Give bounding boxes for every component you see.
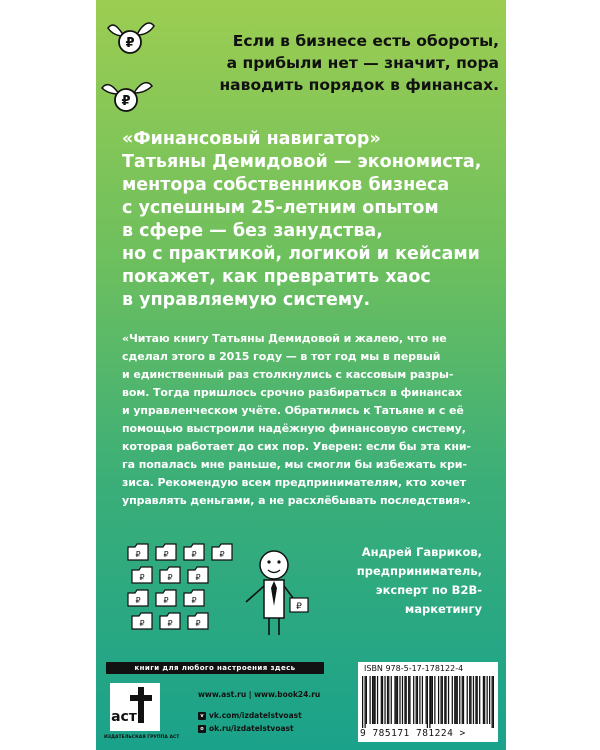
barcode-bar: [417, 676, 418, 724]
svg-text:₽: ₽: [121, 94, 131, 109]
barcode-bar: [391, 676, 392, 724]
svg-text:₽: ₽: [125, 36, 135, 51]
barcode-bar: [396, 676, 397, 724]
quote-line: и управленческом учёте. Обратились к Татьяне и с её: [122, 404, 464, 417]
barcode-bar: [388, 676, 389, 724]
barcode-bar: [493, 676, 494, 728]
ruble-folder-icon: [184, 590, 204, 606]
vk-link[interactable]: [198, 711, 302, 720]
barcode-bar: [364, 676, 365, 728]
barcode-bar: [442, 676, 443, 724]
barcode-bar: [462, 676, 463, 724]
barcode-bar: [387, 676, 388, 724]
author-line: маркетингу: [404, 602, 482, 616]
barcode-bar: [409, 676, 410, 724]
barcode-bar: [384, 676, 385, 724]
barcode-bar: [484, 676, 485, 724]
promo-line: Татьяны Демидовой — экономиста,: [122, 152, 482, 172]
isbn-block: [358, 662, 498, 742]
vk-url: vk.com/izdatelstvoast: [209, 711, 302, 720]
vk-icon: v: [198, 712, 206, 720]
barcode-bar: [483, 676, 484, 724]
ast-logo-text: аст: [111, 709, 137, 725]
svg-text:₽: ₽: [191, 550, 197, 559]
ruble-folder-icon: [128, 590, 148, 606]
barcode-bar: [422, 676, 423, 724]
svg-text:₽: ₽: [163, 596, 169, 605]
svg-text:₽: ₽: [191, 596, 197, 605]
ok-link[interactable]: [198, 724, 294, 733]
barcode-bar: [473, 676, 474, 724]
barcode-bar: [477, 676, 478, 724]
ruble-folder-icon: [184, 544, 204, 560]
barcode-bar: [381, 676, 382, 724]
quote-line: сделал этого в 2015 году — в тот год мы в первый: [122, 350, 441, 363]
promo-line: в управляемую систему.: [122, 290, 371, 310]
barcode-bar: [444, 676, 445, 724]
ruble-folder-icon: [188, 567, 208, 583]
barcode-bar: [445, 676, 446, 724]
quote-author: [302, 543, 482, 619]
barcode-bar: [404, 676, 405, 724]
barcode-bar: [487, 676, 488, 724]
flying-ruble-coin-icon: [98, 76, 156, 118]
barcode-bar: [475, 676, 476, 724]
publisher-name: ИЗДАТЕЛЬСКАЯ ГРУППА АСТ: [104, 735, 180, 740]
svg-text:₽: ₽: [135, 550, 141, 559]
svg-text:₽: ₽: [219, 550, 225, 559]
barcode-bar: [440, 676, 441, 724]
barcode-bar: [397, 676, 398, 724]
ruble-folder-icon: [132, 567, 152, 583]
quote-line: которая работает до сих пор. Уверен: если бы эта кни-: [122, 440, 471, 453]
barcode-bar: [394, 676, 395, 724]
barcode-bar: [408, 676, 409, 724]
ruble-folder-icon: [156, 590, 176, 606]
ruble-folder-icon: [156, 544, 176, 560]
promo-line: ментора собственников бизнеса: [122, 175, 450, 195]
barcode-bar: [362, 676, 363, 728]
promo-line: с успешным 25-летним опытом: [122, 198, 439, 218]
barcode-bar: [467, 676, 468, 724]
isbn-number: ISBN 978-5-17-178122-4: [364, 664, 464, 673]
author-line: предприниматель,: [356, 564, 482, 578]
barcode-bar: [492, 676, 493, 728]
barcode-bar: [469, 676, 470, 724]
svg-text:₽: ₽: [139, 573, 145, 582]
svg-text:₽: ₽: [296, 602, 302, 612]
barcode-bar: [429, 676, 430, 728]
barcode-bar: [427, 676, 428, 728]
barcode-bar: [430, 676, 431, 724]
headline-line: Если в бизнесе есть обороты,: [232, 32, 499, 50]
barcode-bar: [377, 676, 378, 724]
barcode-bar: [448, 676, 449, 724]
headline: [179, 30, 499, 96]
barcode-bar: [455, 676, 456, 724]
quote-line: помощью выстроили надёжную финансовую систему,: [122, 422, 466, 435]
publisher-tagline: книги для любого настроения здесь: [106, 662, 324, 674]
svg-text:₽: ₽: [135, 596, 141, 605]
ruble-folder-icon: [188, 613, 208, 629]
author-line: Андрей Гавриков,: [361, 545, 482, 559]
book-back-cover: [96, 0, 506, 750]
promo-line: но с практикой, логикой и кейсами: [122, 244, 480, 264]
barcode-bar: [479, 676, 480, 724]
quote-line: вом. Тогда пришлось срочно разбираться в финансах: [122, 386, 463, 399]
barcode-bar: [413, 676, 414, 724]
promo-line: в сфере — без занудства,: [122, 221, 383, 241]
barcode-bar: [489, 676, 490, 724]
barcode-digits: 9 785171 781224 >: [360, 728, 466, 739]
barcode-bar: [426, 676, 427, 724]
author-line: эксперт по B2B-: [375, 583, 482, 597]
publisher-urls[interactable]: www.ast.ru | www.book24.ru: [198, 690, 321, 699]
barcode-bar: [406, 676, 407, 724]
barcode-icon: [362, 676, 494, 728]
ruble-folder-icon: [160, 613, 180, 629]
ast-logo: [110, 683, 160, 731]
testimonial-quote: [122, 330, 498, 510]
barcode-bar: [438, 676, 439, 724]
headline-line: наводить порядок в финансах.: [219, 76, 499, 94]
svg-text:₽: ₽: [195, 573, 201, 582]
headline-line: а прибыли нет — значит, пора: [226, 54, 499, 72]
barcode-bar: [382, 676, 383, 724]
barcode-bar: [402, 676, 403, 724]
ruble-folder-icon: [160, 567, 180, 583]
barcode-bar: [373, 676, 374, 724]
barcode-bar: [416, 676, 417, 724]
ruble-folder-icon: [132, 613, 152, 629]
barcode-bar: [457, 676, 458, 724]
promo-line: покажет, как превратить хаос: [122, 267, 431, 287]
barcode-bar: [434, 676, 435, 724]
quote-line: и единственный раз столкнулись с кассовым разры-: [122, 368, 454, 381]
promo-line: «Финансовый навигатор»: [122, 129, 381, 149]
quote-line: зиса. Рекомендую всем предпринимателям, кто хочет: [122, 476, 467, 489]
barcode-bar: [463, 676, 464, 724]
quote-line: «Читаю книгу Татьяны Демидовой и жалею, что не: [122, 332, 447, 345]
barcode-bar: [454, 676, 455, 724]
barcode-bar: [374, 676, 375, 724]
barcode-bar: [372, 676, 373, 724]
ok-icon: o: [198, 725, 206, 733]
svg-text:₽: ₽: [163, 550, 169, 559]
barcode-bar: [419, 676, 420, 724]
barcode-bar: [432, 676, 433, 724]
barcode-bar: [369, 676, 370, 724]
barcode-bar: [452, 676, 453, 724]
svg-text:₽: ₽: [139, 619, 145, 628]
barcode-bar: [366, 676, 367, 724]
barcode-bar: [399, 676, 400, 724]
ruble-folder-icon: [128, 544, 148, 560]
svg-text:₽: ₽: [195, 619, 201, 628]
ok-url: ok.ru/izdatelstvoast: [209, 724, 294, 733]
barcode-bar: [470, 676, 471, 724]
barcode-bar: [459, 676, 460, 724]
quote-line: управлять деньгами, а не расхлёбывать последствия».: [122, 494, 471, 507]
folders-illustration: [124, 540, 324, 640]
quote-line: га попалась мне раньше, мы смогли бы избежать кри-: [122, 458, 467, 471]
ruble-folder-icon: [212, 544, 232, 560]
svg-text:₽: ₽: [167, 573, 173, 582]
flying-ruble-coin-icon: [102, 18, 160, 60]
svg-text:₽: ₽: [167, 619, 173, 628]
promo-text: [122, 128, 502, 312]
cartoon-man-icon: [246, 551, 308, 635]
ruble-folders-grid: [128, 544, 232, 629]
